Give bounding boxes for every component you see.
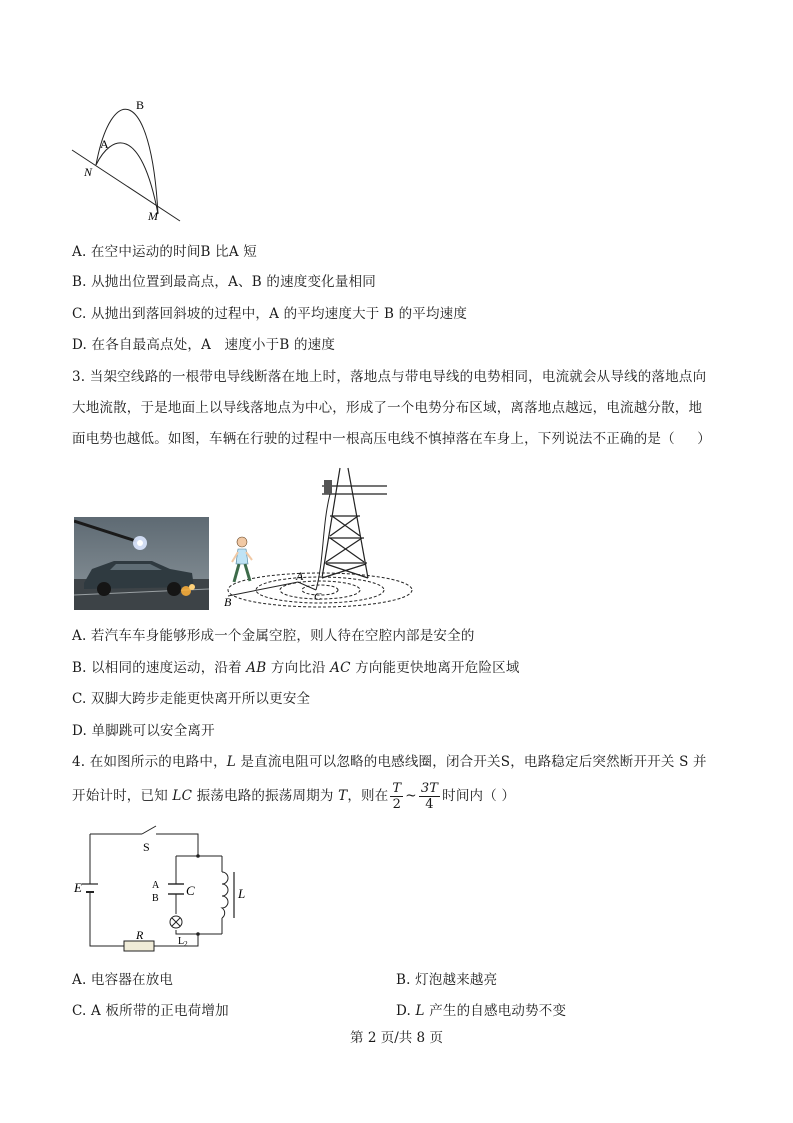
q2-option-b: B. 从抛出位置到最高点，A、B 的速度变化量相同 (72, 274, 376, 290)
label-a: A (152, 880, 160, 891)
q2-option-d: D. 在各自最高点处，A 速度小于B 的速度 (72, 337, 336, 353)
tower-rings-figure (212, 466, 442, 612)
label-c: C (314, 591, 322, 603)
label-c: C (186, 883, 195, 898)
label-l2: $L_2$ (178, 936, 188, 948)
q3-option-b: B. 以相同的速度运动，沿着 AB 方向比沿 AC 方向能更快地离开危险区域 (72, 660, 520, 676)
walking-person (232, 537, 252, 582)
q2-option-c: C. 从抛出到落回斜坡的过程中，A 的平均速度大于 B 的平均速度 (72, 306, 468, 322)
q4-option-c: C. A 板所带的正电荷增加 (72, 1003, 229, 1019)
q4-stem-line2: 开始计时，已知 LC 振荡电路的振荡周期为 T，则在 $\frac{T}{2}$ ~ $\frac{3T}{4}$ 时间内（ ） (72, 781, 516, 812)
label-a: A (296, 569, 304, 583)
q4-option-a: A. 电容器在放电 (72, 972, 174, 988)
label-m: M (148, 209, 158, 223)
q2-option-a: A. 在空中运动的时间B 比A 短 (72, 244, 257, 260)
label-r: R (136, 928, 144, 942)
fraction-t-over-2: $\frac{T}{2}$ (392, 781, 402, 812)
q3-option-d: D. 单脚跳可以安全离开 (72, 723, 215, 739)
q3-stem-line3: 面电势也越低。如图，车辆在行驶的过程中一根高压电线不慎掉落在车身上，下列说法不正确的是（ ） (72, 431, 711, 447)
slope-line (72, 150, 180, 221)
inductor-coil (222, 872, 228, 918)
label-e: E (74, 880, 82, 895)
projectile-figure (66, 94, 186, 226)
resistor-r (124, 941, 154, 951)
label-b: B (136, 98, 145, 112)
q4-option-b: B. 灯泡越来越亮 (396, 972, 498, 988)
q3-option-c: C. 双脚大跨步走能更快离开所以更安全 (72, 691, 311, 707)
car-photo (74, 517, 209, 610)
page-number-footer: 第 2 页/共 8 页 (350, 1030, 443, 1046)
q3-stem-line1: 3. 当架空线路的一根带电导线断落在地上时，落地点与带电导线的电势相同，电流就会从导线的落地点向 (72, 369, 707, 385)
label-b: B (224, 595, 232, 609)
q3-stem-line2: 大地流散，于是地面上以导线落地点为中心，形成了一个电势分布区域，离落地点越远，电流越分散，地 (72, 400, 703, 416)
q3-option-a: A. 若汽车车身能够形成一个金属空腔，则人待在空腔内部是安全的 (72, 628, 475, 644)
q4-stem-line1: 4. 在如图所示的电路中，L 是直流电阻可以忽略的电感线圈，闭合开关S，电路稳定后突然断开开关 S 并 (72, 754, 707, 770)
label-l: L (238, 886, 246, 901)
trajectory-b (96, 109, 158, 214)
q4-option-d: D. L 产生的自感电动势不变 (396, 1003, 567, 1019)
label-s: S (143, 840, 150, 854)
trajectory-a (96, 143, 158, 214)
lc-circuit-figure (72, 822, 252, 952)
switch-s (142, 826, 156, 834)
label-b: B (152, 893, 159, 904)
fraction-3t-over-4: $\frac{3T}{4}$ (420, 781, 439, 812)
label-n: N (84, 165, 93, 179)
label-a: A (100, 137, 109, 151)
